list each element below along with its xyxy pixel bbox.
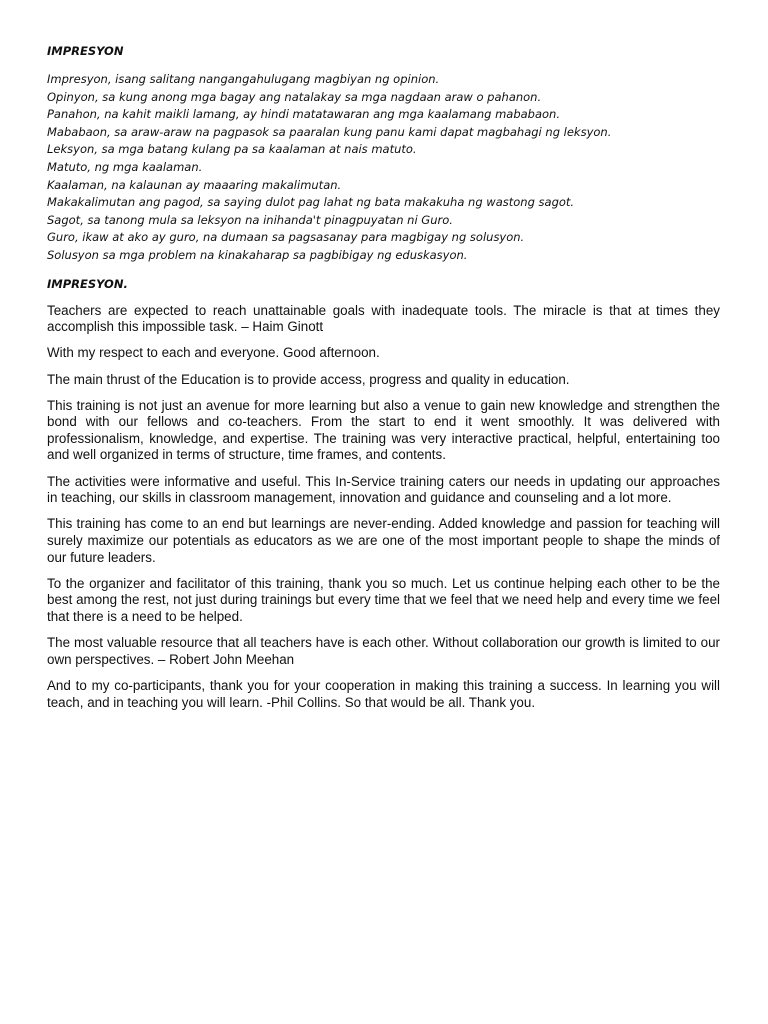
paragraph-training: This training is not just an avenue for more learning but also a venue to gain new knowledge and strengthen the bond with our fellows and co-teachers. From the start to end it went smoothly. It was delivered with professionalism, knowledge, and expertise. The training was very interactive practical, helpful, entertaining too and well organized in terms of structure, time frames, and contents. [47,397,720,463]
poem-line: Makakalimutan ang pagod, sa saying dulot pag lahat ng bata makakuha ng wastong sagot. [47,195,575,210]
poem-line: Leksyon, sa mga batang kulang pa sa kaalaman at nais matuto. [47,142,417,157]
poem-line: Panahon, na kahit maikli lamang, ay hindi matatawaran ang mga kaalamang mababaon. [47,107,561,122]
poem-line: Opinyon, sa kung anong mga bagay ang natalakay sa mga nagdaan araw o pahanon. [47,89,542,104]
paragraph-quote-meehan: The most valuable resource that all teachers have is each other. Without collaboration our growth is limited to our own perspectives. – Robert John Meehan [47,635,720,667]
paragraph-main-thrust: The main thrust of the Education is to provide access, progress and quality in education. [47,371,570,387]
poem-line: Guro, ikaw at ako ay guro, na dumaan sa pagsasanay para magbigay ng solusyon. [47,230,525,245]
poem-line: Kaalaman, na kalaunan ay maaaring makalimutan. [47,177,342,192]
poem-line: Mababaon, sa araw-araw na pagpasok sa paaralan kung panu kami dapat magbahagi ng leksyon. [47,124,612,139]
document-page [47,44,720,721]
poem-line: Sagot, sa tanong mula sa leksyon na inihanda't pinagpuyatan ni Guro. [47,212,453,227]
section-heading-impresyon-2: IMPRESYON. [47,276,128,291]
poem-line: Matuto, ng mga kaalaman. [47,159,203,174]
paragraph-learnings: This training has come to an end but learnings are never-ending. Added knowledge and passion for teaching will surely maximize our potentials as educators as we are one of the most important people to shape the minds of our future leaders. [47,516,720,565]
poem-line: Impresyon, isang salitang nangangahulugang magbiyan ng opinion. [47,72,440,86]
speech-body [47,303,720,712]
poem [47,71,720,265]
paragraph-thanks-organizer: To the organizer and facilitator of this training, thank you so much. Let us continue helping each other to be the best among the rest, not just during trainings but every time that we feel that we need help and every time we feel that there is a need to be helped. [47,575,720,624]
section-heading-impresyon: IMPRESYON [47,44,124,58]
poem-line: Solusyon sa mga problem na kinakaharap sa pagbibigay ng eduskasyon. [47,247,468,262]
paragraph-greeting: With my respect to each and everyone. Good afternoon. [47,345,380,361]
paragraph-quote-ginott: Teachers are expected to reach unattainable goals with inadequate tools. The miracle is that at times they accomplish this impossible task. – Haim Ginott [47,302,720,335]
paragraph-closing: And to my co-participants, thank you for your cooperation in making this training a success. In learning you will teach, and in teaching you will learn. -Phil Collins. So that would be all. Thank you. [47,677,720,710]
paragraph-activities: The activities were informative and useful. This In-Service training caters our needs in updating our approaches in teaching, our skills in classroom management, innovation and guidance and counseling and a lot more. [47,473,720,506]
